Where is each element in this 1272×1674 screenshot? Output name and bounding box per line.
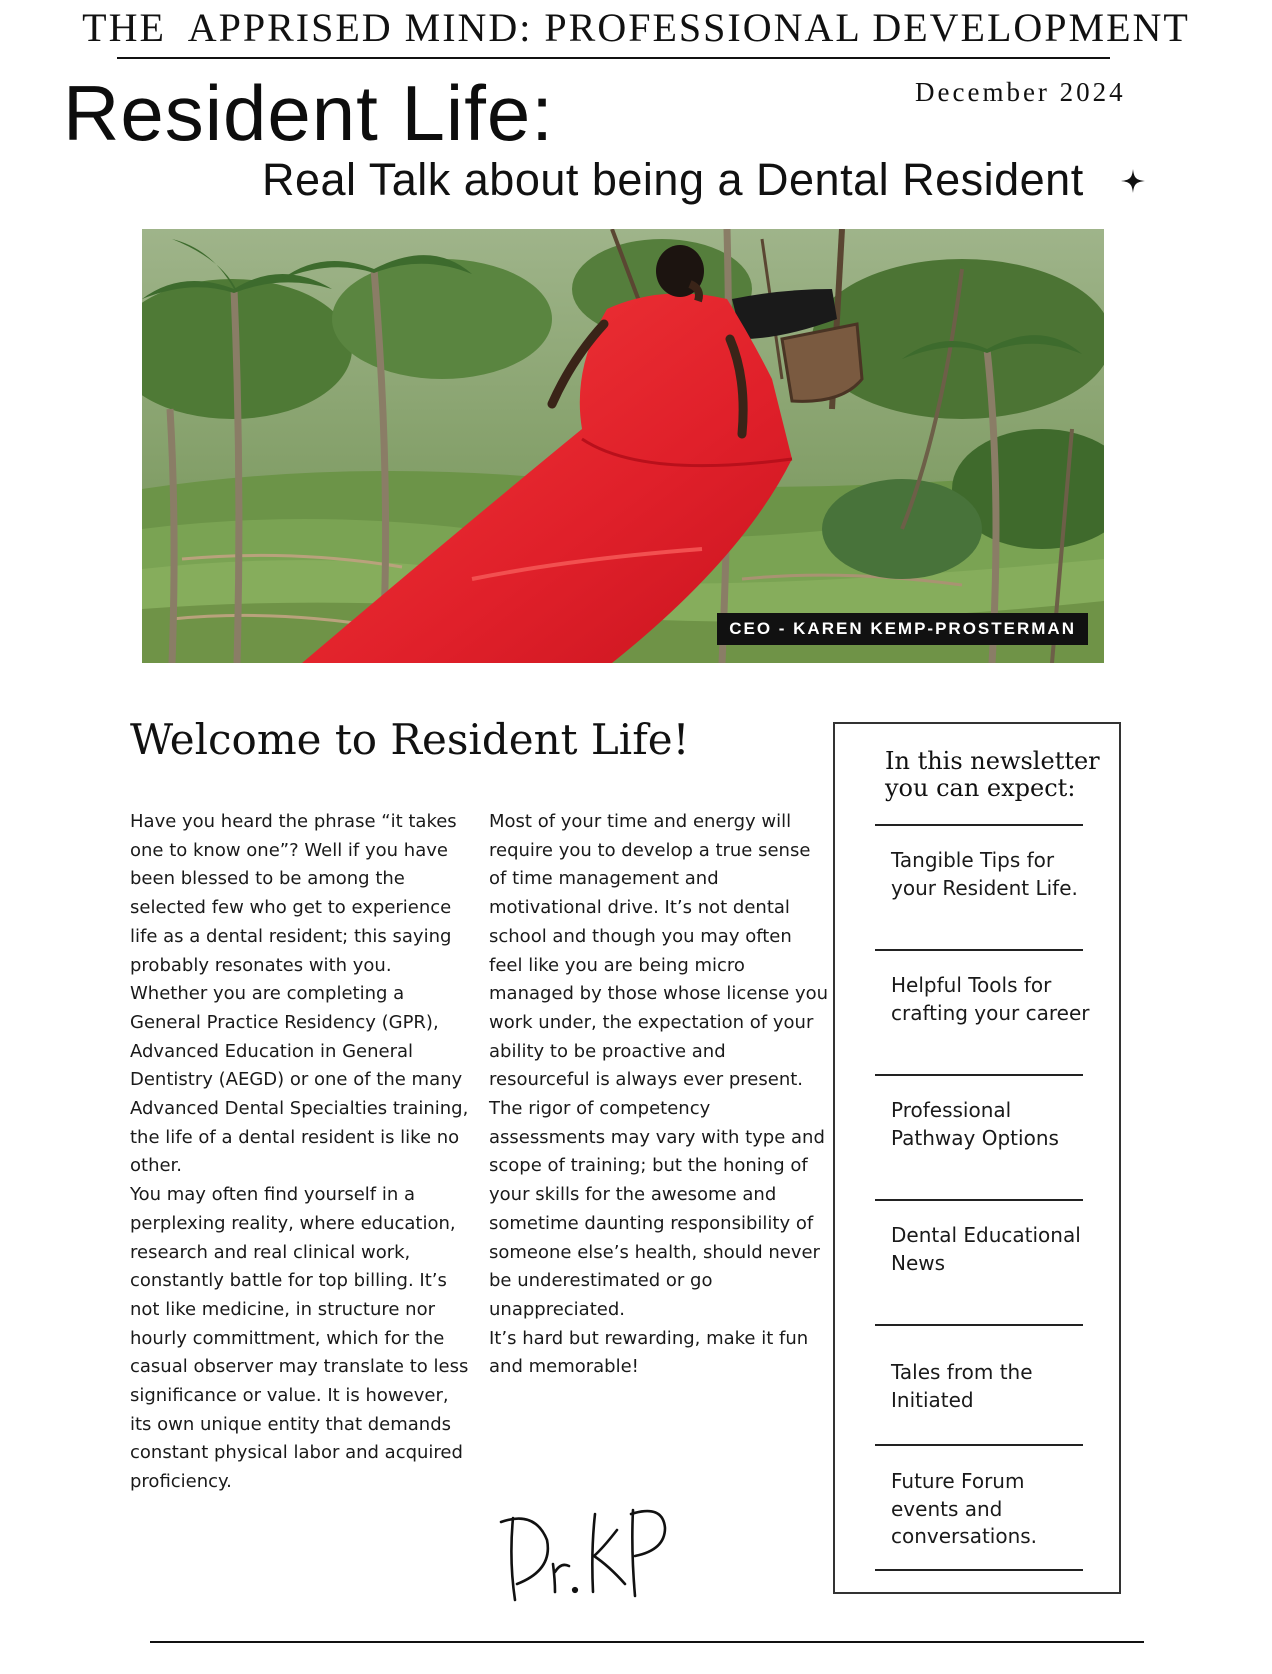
- divider: [875, 824, 1083, 826]
- article-paragraph: You may often find yourself in a perplexing reality, where education, research and real clinical work, constantly battle for top billing. It’s not like medicine, in structure nor hourly committment, which for the casual observer may translate to less significance or value. It is however, its own unique entity that demands constant physical labor and acquired proficiency.: [130, 1184, 469, 1493]
- photo-caption: CEO - KAREN KEMP-PROSTERMAN: [717, 613, 1088, 645]
- contents-item: Tales from the Initiated: [891, 1360, 1033, 1412]
- contents-item: Professional Pathway Options: [891, 1098, 1059, 1150]
- divider: [875, 1444, 1083, 1446]
- footer-rule: [150, 1641, 1144, 1643]
- sparkle-icon: [1120, 168, 1146, 194]
- divider: [875, 949, 1083, 951]
- divider: [875, 1324, 1083, 1326]
- article-paragraph: Whether you are completing a General Practice Residency (GPR), Advanced Education in General Dentistry (AEGD) or one of the many Advanced Dental Specialties training, the life of a dental resident is like no other.: [130, 983, 469, 1177]
- article-paragraph: Have you heard the phrase “it takes one to know one”? Well if you have been blessed to be among the selected few who get to experience life as a dental resident; this saying probably resonates with you.: [130, 811, 457, 976]
- article-column-2: [489, 808, 829, 1382]
- article-paragraph: It’s hard but rewarding, make it fun and memorable!: [489, 1327, 809, 1378]
- contents-item: Tangible Tips for your Resident Life.: [891, 848, 1078, 900]
- page-title: Resident Life:: [63, 69, 554, 157]
- hero-photo: [142, 229, 1104, 663]
- contents-item: Helpful Tools for crafting your career: [891, 973, 1090, 1025]
- article-paragraph: The rigor of competency assessments may vary with type and scope of training; but the honing of your skills for the awesome and sometime daunting responsibility of someone else’s health, should never be underestimated or go unappreciated.: [489, 1098, 825, 1320]
- page-subtitle: Real Talk about being a Dental Resident: [262, 154, 1084, 205]
- divider: [875, 1199, 1083, 1201]
- contents-heading: In this newsletter you can expect:: [885, 747, 1100, 802]
- issue-date: December 2024: [915, 77, 1126, 107]
- article-heading: Welcome to Resident Life!: [130, 715, 690, 764]
- article-paragraph: Most of your time and energy will require you to develop a true sense of time management and motivational drive. It’s not dental school and though you may often feel like you are being micro managed by those whose license you work under, the expectation of your ability to be proactive and resourceful is always ever present.: [489, 811, 829, 1091]
- divider: [875, 1074, 1083, 1076]
- swing-illustration: [142, 229, 1104, 663]
- newsletter-contents-box: [833, 722, 1121, 1594]
- divider: [875, 1569, 1083, 1571]
- article-column-1: [130, 808, 470, 1497]
- masthead: THE APPRISED MIND: PROFESSIONAL DEVELOPMENT: [82, 5, 1190, 50]
- contents-item: Future Forum events and conversations.: [891, 1469, 1038, 1548]
- contents-item: Dental Educational News: [891, 1223, 1081, 1275]
- masthead-rule: [117, 57, 1110, 59]
- signature: [495, 1500, 670, 1610]
